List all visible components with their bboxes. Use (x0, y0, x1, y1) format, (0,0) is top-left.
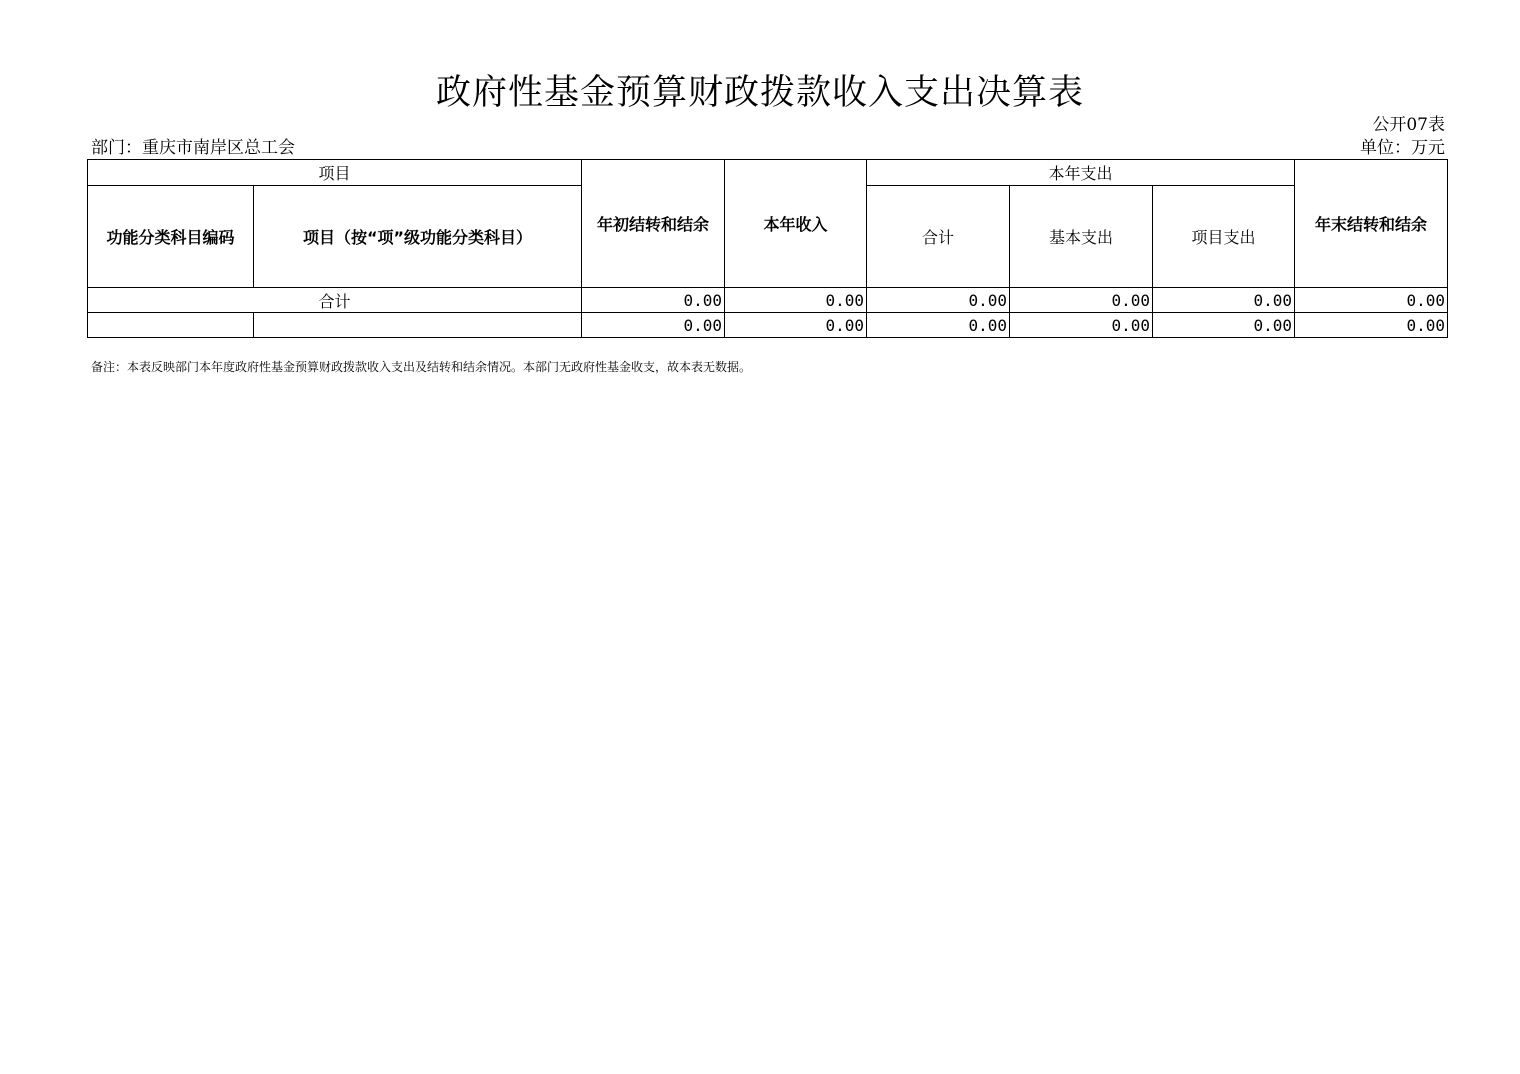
row-exp-basic: 0.00 (1010, 313, 1153, 338)
header-income: 本年收入 (725, 160, 867, 288)
row-exp-total: 0.00 (867, 313, 1010, 338)
row-closing-balance: 0.00 (1295, 313, 1448, 338)
row-income: 0.00 (725, 313, 867, 338)
header-project: 项目 (88, 160, 582, 186)
total-exp-total: 0.00 (867, 288, 1010, 313)
unit-label: 单位：万元 (1360, 138, 1445, 158)
header-exp-project: 项目支出 (1153, 186, 1295, 288)
header-opening-balance: 年初结转和结余 (582, 160, 725, 288)
form-number: 公开07表 (1372, 115, 1445, 135)
header-expenditure-group: 本年支出 (867, 160, 1295, 186)
total-exp-project: 0.00 (1153, 288, 1295, 313)
total-exp-basic: 0.00 (1010, 288, 1153, 313)
header-code: 功能分类科目编码 (88, 186, 254, 288)
department-label: 部门：重庆市南岸区总工会 (91, 138, 295, 158)
total-row (88, 288, 1448, 313)
row-code (88, 313, 254, 338)
total-income: 0.00 (725, 288, 867, 313)
header-exp-basic: 基本支出 (1010, 186, 1153, 288)
total-label: 合计 (88, 288, 582, 313)
report-table (87, 159, 1448, 338)
header-row-1 (88, 160, 1448, 186)
row-opening-balance: 0.00 (582, 313, 725, 338)
header-item-name: 项目（按“项”级功能分类科目） (254, 186, 582, 288)
row-item-name (254, 313, 582, 338)
total-opening-balance: 0.00 (582, 288, 725, 313)
header-exp-total: 合计 (867, 186, 1010, 288)
header-closing-balance: 年末结转和结余 (1295, 160, 1448, 288)
page-title: 政府性基金预算财政拨款收入支出决算表 (435, 73, 1084, 113)
total-closing-balance: 0.00 (1295, 288, 1448, 313)
table-row (88, 313, 1448, 338)
row-exp-project: 0.00 (1153, 313, 1295, 338)
footnote: 备注：本表反映部门本年度政府性基金预算财政拨款收入支出及结转和结余情况。本部门无政府性基金收支，故本表无数据。 (91, 360, 752, 374)
